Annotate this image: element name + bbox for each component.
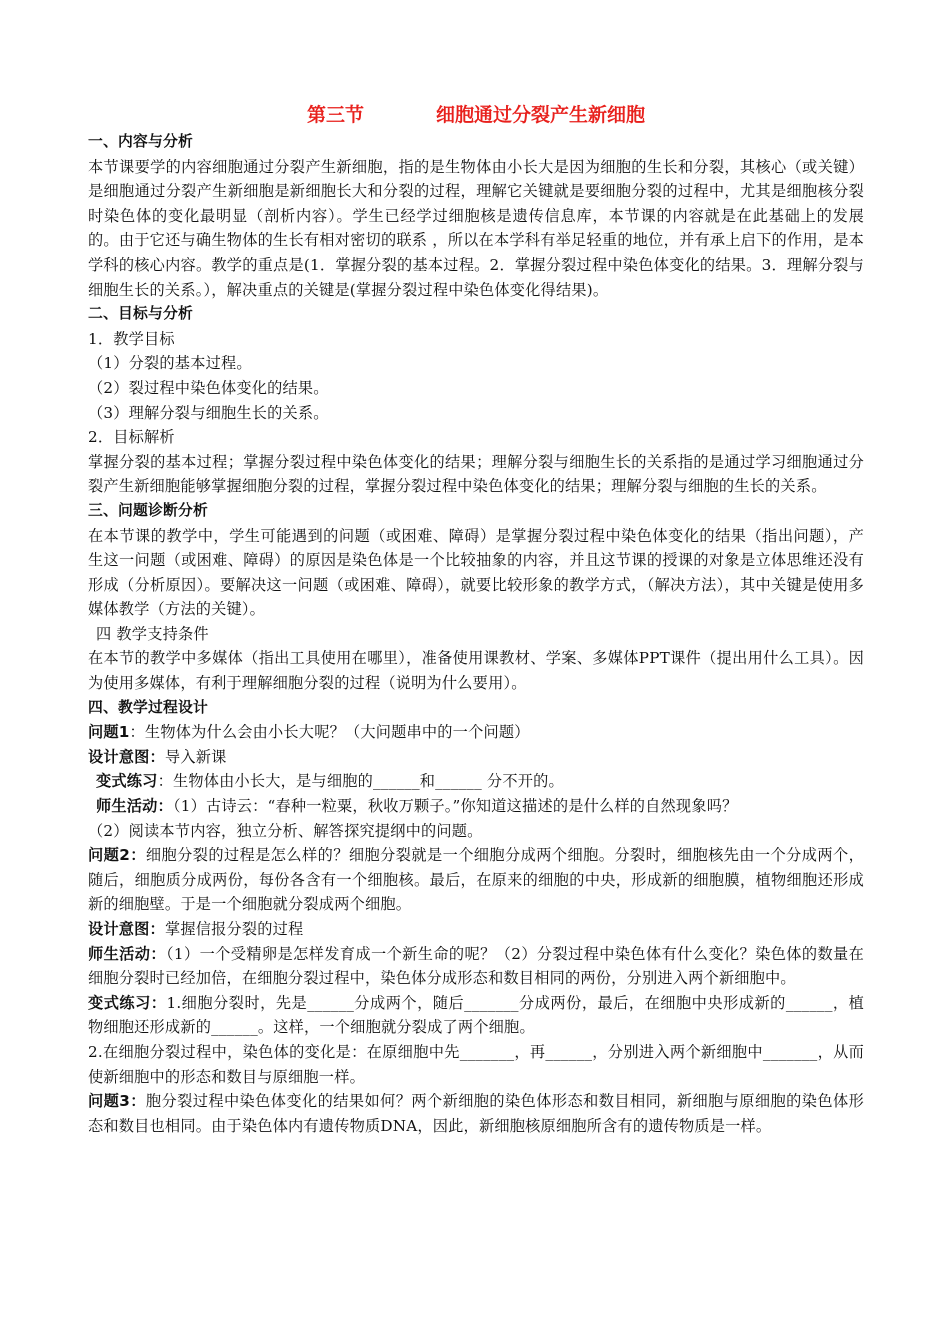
exercise-2-label: 变式练习： <box>88 993 167 1012</box>
goal-item-2: （2）裂过程中染色体变化的结果。 <box>88 378 329 397</box>
question-2-text: 细胞分裂的过程是怎么样的？细胞分裂就是一个细胞分成两个细胞。分裂时，细胞核先由一个分成两个，随后，细胞质分成两份，每份各含有一个细胞核。最后，在原来的细胞的中央，形成新的细胞膜，植物细胞还形成新的细胞壁。于是一个细胞就分裂成两个细胞。 <box>88 846 865 914</box>
exercise-2 <box>88 991 864 1040</box>
activity-1 <box>88 794 864 819</box>
heading-problem-diagnosis: 三、问题诊断分析 <box>88 501 208 519</box>
question-1 <box>88 720 864 745</box>
question-2 <box>88 843 864 917</box>
exercise-1 <box>88 769 864 794</box>
activity-2-text: （1）一个受精卵是怎样发育成一个新生命的呢？（2）分裂过程中染色体有什么变化？染色体的数量在细胞分裂时已经加倍，在细胞分裂过程中，染色体分成形态和数目相同的两份，分别进入两个新细胞中。 <box>88 944 865 988</box>
heading-content-analysis: 一、内容与分析 <box>88 133 193 150</box>
question-2-label: 问题2： <box>88 846 146 865</box>
design-intent-1 <box>88 745 864 770</box>
question-3 <box>88 1089 864 1138</box>
activity-2-label: 师生活动： <box>88 944 166 963</box>
exercise-1-label: 变式练习 <box>96 772 158 791</box>
goal-item-1: （1）分裂的基本过程。 <box>88 354 252 373</box>
activity-1-label: 师生活动： <box>96 797 173 816</box>
heading-goal-analysis: 二、目标与分析 <box>88 305 193 323</box>
heading-support-conditions: 四 教学支持条件 <box>96 624 209 643</box>
subheading-teaching-goals: 1．教学目标 <box>88 329 175 348</box>
question-3-text: 胞分裂过程中染色体变化的结果如何？两个新细胞的染色体形态和数目相同，新细胞与原细胞的染色体形态和数目也相同。由于染色体内有遗传物质DNA，因此，新细胞核原细胞所含有的遗传物质是一样。 <box>88 1092 865 1135</box>
paragraph-goal-parsing: 掌握分裂的基本过程；掌握分裂过程中染色体变化的结果；理解分裂与细胞生长的关系指的是通过学习细胞通过分裂产生新细胞能够掌握细胞分裂的过程，掌握分裂过程中染色体变化的结果；理解分裂与细胞的生长的关系。 <box>88 452 864 496</box>
design-intent-2-label: 设计意图： <box>88 920 165 938</box>
paragraph-support-conditions: 在本节的教学中多媒体（指出工具使用在哪里），准备使用课教材、学案、多媒体PPT课件（提出用什么工具）。因为使用多媒体，有利于理解细胞分裂的过程（说明为什么要用）。 <box>88 649 864 693</box>
document-page <box>88 100 864 1138</box>
subheading-goal-parsing: 2．目标解析 <box>88 428 175 447</box>
heading-process-design: 四、教学过程设计 <box>88 698 208 716</box>
paragraph-content-analysis: 本节课要学的内容细胞通过分裂产生新细胞，指的是生物体由小长大是因为细胞的生长和分裂，其核心（或关键）是细胞通过分裂产生新细胞是新细胞长大和分裂的过程，理解它关键就是要细胞分裂的过程中，尤其是细胞核分裂时染色体的变化最明显（剖析内容）。学生已经学过细胞核是遗传信息库，本节课的内容就是在此基础上的发展的。由于它还与确生物体的生长有相对密切的联系 ，所以在本学科有举足轻重的地位，并有承上启下的作用，是本学科的核心内容。教学的重点是(1．掌握分裂的基本过程。2．掌握分裂过程中染色体变化的结果。3．理解分裂与细胞生长的关系。），解决重点的关键是(掌握分裂过程中染色体变化得结果)。 <box>88 157 864 299</box>
design-intent-2 <box>88 917 864 942</box>
question-3-label: 问题3： <box>88 1092 146 1111</box>
activity-1-text: （1）古诗云：“春种一粒粟，秋收万颗子。”你知道这描述的是什么样的自然现象吗？ <box>172 797 738 816</box>
exercise-1-text: ：生物体由小长大，是与细胞的______和______ 分不开的。 <box>157 772 564 791</box>
design-intent-2-text: 掌握信报分裂的过程 <box>164 920 304 938</box>
paragraph-problem-diagnosis: 在本节课的教学中，学生可能遇到的问题（或困难、障碍）是掌握分裂过程中染色体变化的结果（指出问题），产生这一问题（或困难、障碍）的原因是染色体是一个比较抽象的内容，并且这节课的授课的对象是立体思维还没有形成（分析原因）。要解决这一问题（或困难、障碍），就要比较形象的教学方式，（解决方法），其中关键是使用多媒体教学（方法的关键）。 <box>88 526 864 619</box>
goal-item-3: （3）理解分裂与细胞生长的关系。 <box>88 403 329 422</box>
design-intent-1-text: 导入新课 <box>164 747 227 766</box>
activity-1-continued: （2）阅读本节内容，独立分析、解答探究提纲中的问题。 <box>88 821 483 840</box>
exercise-2-item-2: 2.在细胞分裂过程中，染色体的变化是：在原细胞中先_______，再______，分别进入两个新细胞中_______，从而使新细胞中的形态和数目与原细胞一样。 <box>88 1042 864 1086</box>
question-1-text: ：生物体为什么会由小长大呢？（大问题串中的一个问题） <box>129 723 530 742</box>
design-intent-1-label: 设计意图： <box>88 747 165 766</box>
activity-2 <box>88 942 864 991</box>
page-title <box>88 100 864 130</box>
question-1-label: 问题1 <box>88 723 130 742</box>
title-topic: 细胞通过分裂产生新细胞 <box>436 104 646 126</box>
exercise-2-text: 1.细胞分裂时，先是______分成两个，随后_______分成两份，最后，在细胞中央形成新的______，植物细胞还形成新的______。这样，一个细胞就分裂成了两个细胞。 <box>88 993 865 1037</box>
title-section: 第三节 <box>306 104 364 126</box>
